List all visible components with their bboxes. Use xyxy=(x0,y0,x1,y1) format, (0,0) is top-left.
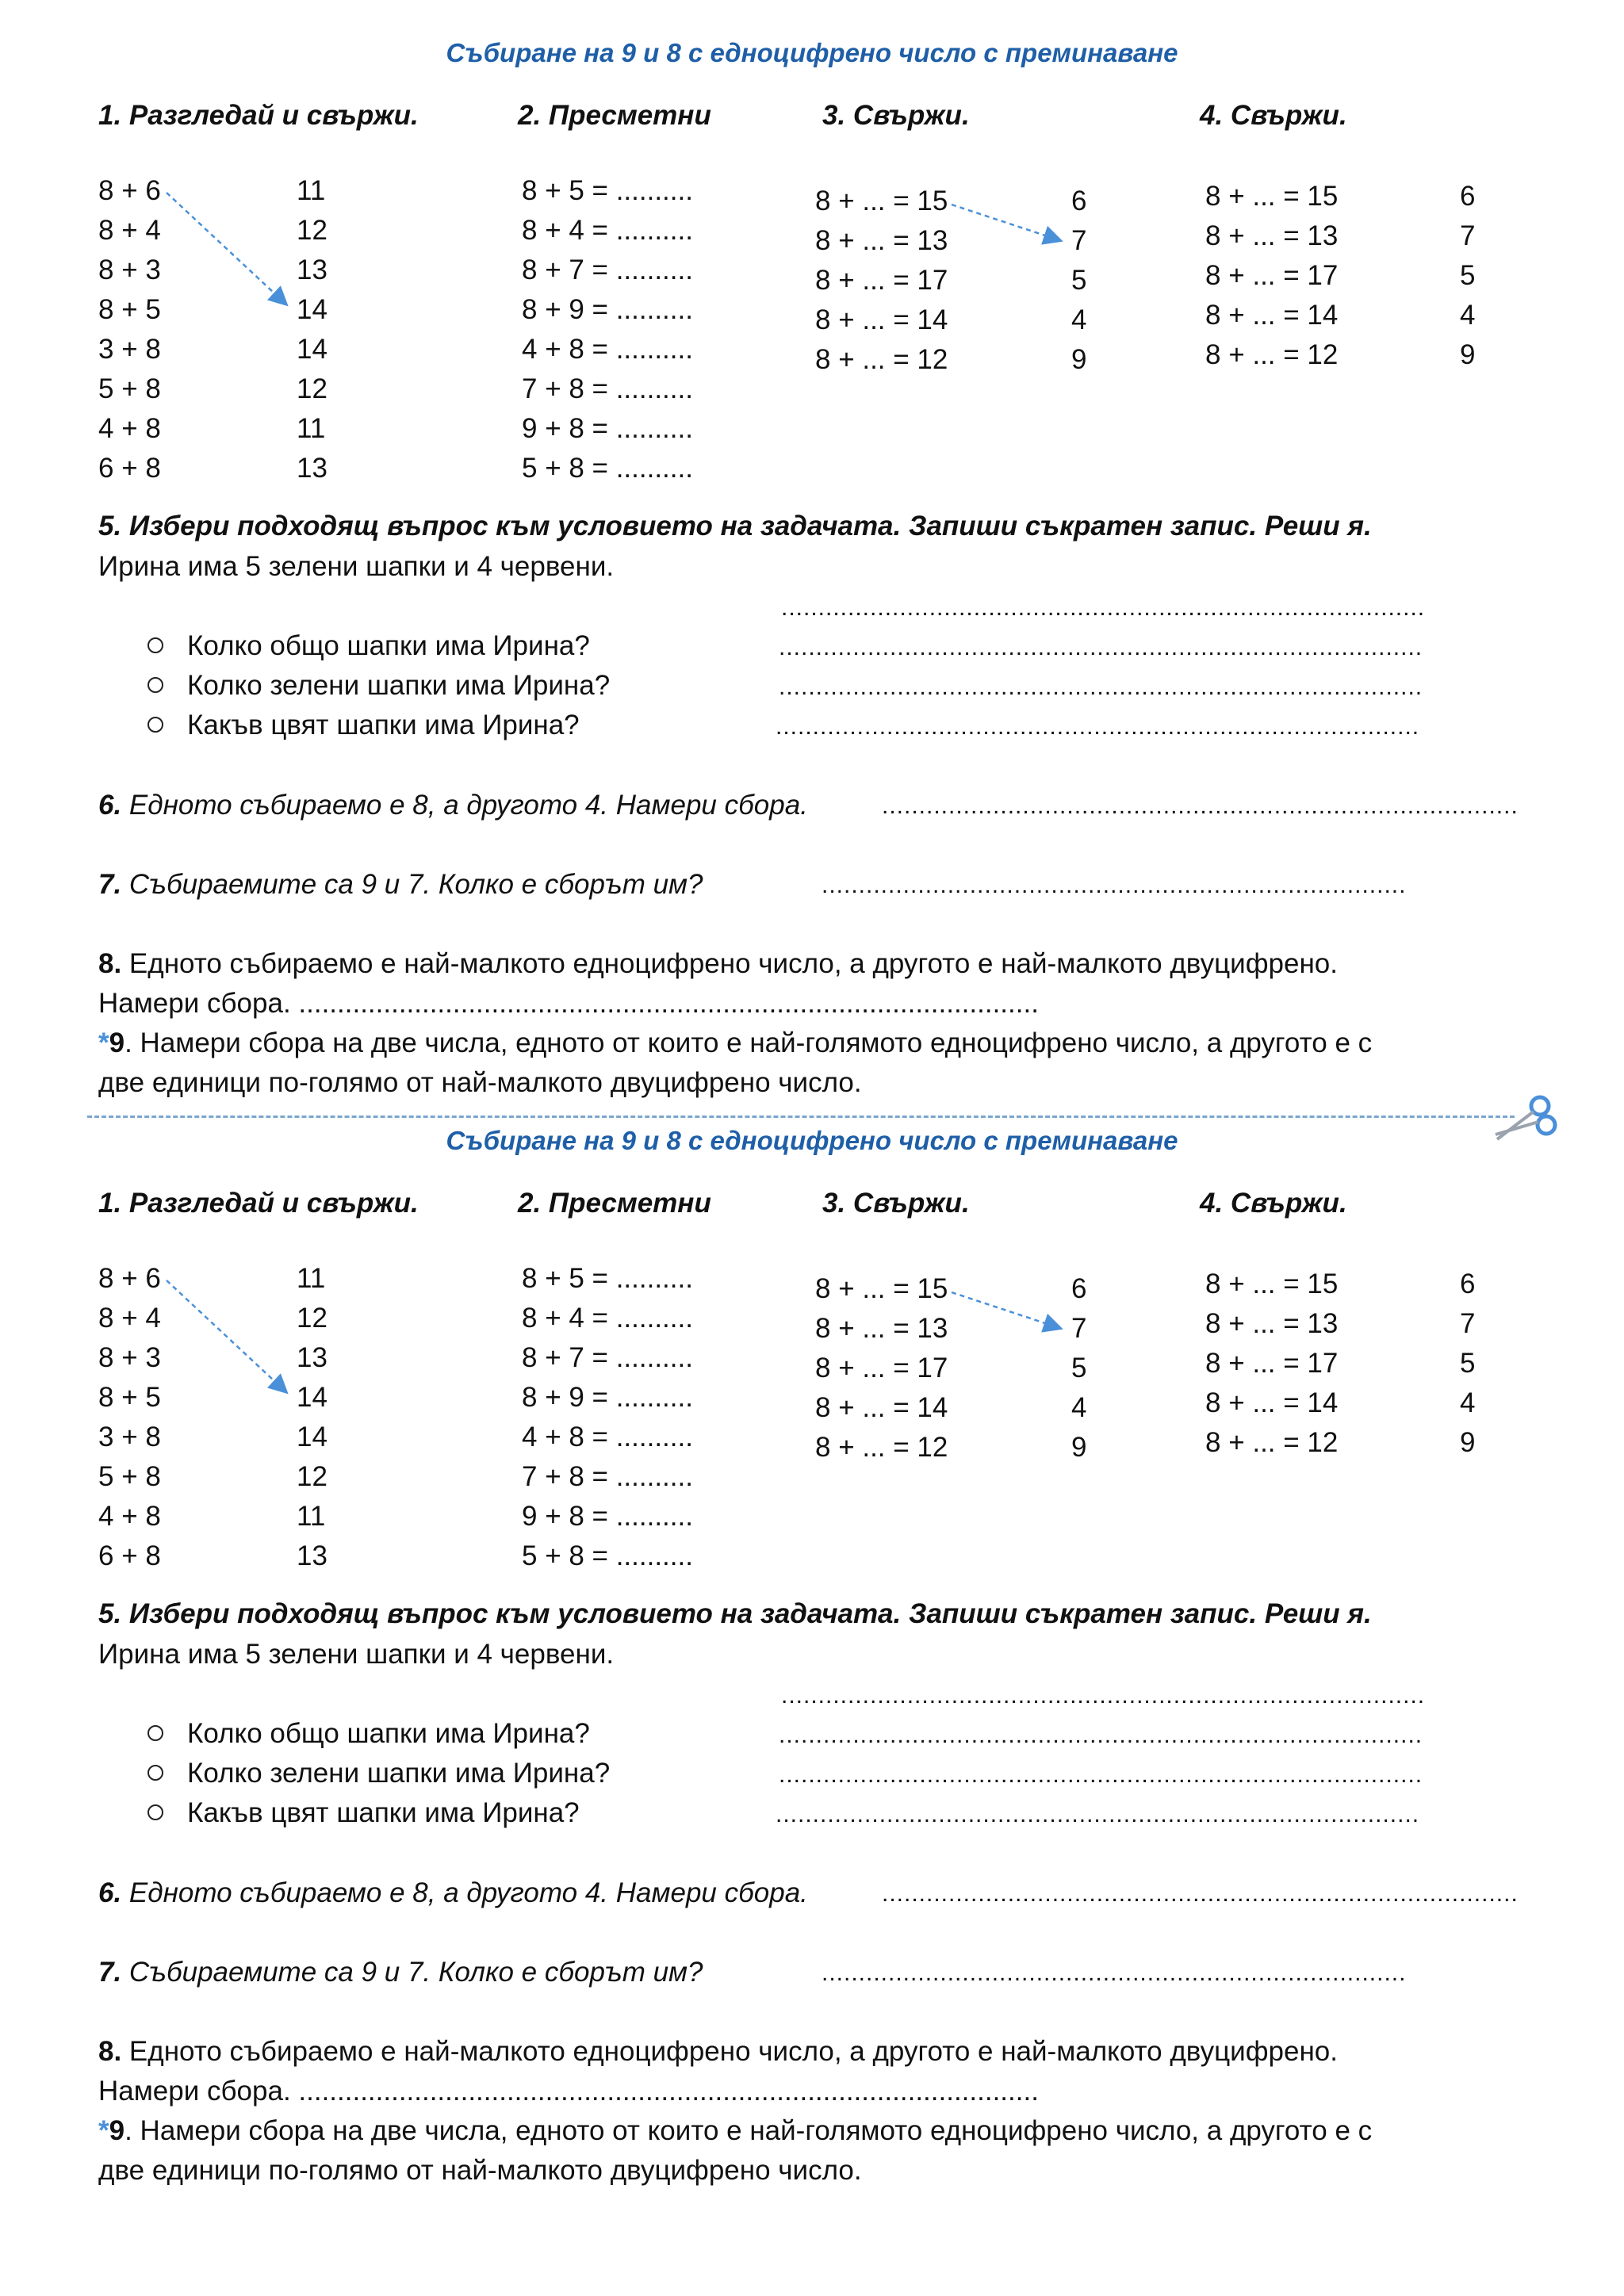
task3-right-item: 5 xyxy=(1071,265,1087,296)
task5-option-label: Какъв цвят шапки има Ирина? xyxy=(187,1797,580,1828)
radio-bullet-icon xyxy=(147,717,163,733)
task5-option xyxy=(147,1758,610,1789)
task7-question: Събираемите са 9 и 7. Колко е сборът им? xyxy=(121,869,703,900)
task2-item: 8 + 9 = .......... xyxy=(522,1382,693,1413)
task4-right-item: 9 xyxy=(1460,339,1476,370)
worksheet-top xyxy=(0,0,1624,1098)
task3-right-item: 6 xyxy=(1071,186,1087,216)
task3-left-item: 8 + ... = 12 xyxy=(815,344,948,375)
task5-heading: 5. Избери подходящ въпрос към условието на задачата. Запиши съкратен запис. Реши я. xyxy=(98,511,1372,541)
answer-line: ............................................................................... xyxy=(822,872,1407,898)
task3-left-item: 8 + ... = 14 xyxy=(815,304,948,335)
task2-item: 7 + 8 = .......... xyxy=(522,373,693,404)
answer-line: ....................................................................................... xyxy=(779,634,1423,660)
task5-option-label: Колко общо шапки има Ирина? xyxy=(187,1718,590,1749)
task7-number: 7. xyxy=(98,869,122,900)
task6-question: Едното събираемо е 8, а другото 4. Намери сбора. xyxy=(121,1877,808,1908)
task5-option xyxy=(147,670,610,702)
task2-heading: 2. Пресметни xyxy=(518,1188,711,1219)
task8-question: Едното събираемо е най-малкото едноцифрено число, а другото е най-малкото двуцифрено. xyxy=(121,948,1338,979)
task6-text xyxy=(98,790,808,821)
task5-option-label: Колко зелени шапки има Ирина? xyxy=(187,670,611,701)
worksheet-bottom xyxy=(0,1088,1624,2186)
task4-left-item: 8 + ... = 17 xyxy=(1205,260,1339,291)
answer-line: ....................................................................................... xyxy=(781,1682,1426,1709)
task1-left-item: 4 + 8 xyxy=(98,1501,161,1532)
task2-item: 8 + 5 = .......... xyxy=(522,175,693,206)
task5-option-label: Колко общо шапки има Ирина? xyxy=(187,630,590,661)
task1-right-item: 12 xyxy=(297,1303,327,1334)
task6-number: 6. xyxy=(98,790,122,821)
task1-left-item: 6 + 8 xyxy=(98,453,161,484)
task2-item: 4 + 8 = .......... xyxy=(522,1422,693,1452)
task5-option xyxy=(147,630,590,662)
task6-text xyxy=(98,1877,808,1909)
task2-item: 8 + 9 = .......... xyxy=(522,294,693,325)
task3-left-item: 8 + ... = 17 xyxy=(815,1353,948,1383)
task5-condition: Ирина има 5 зелени шапки и 4 червени. xyxy=(98,1639,615,1670)
task9-question: . Намери сбора на две числа, едното от които е най-голямото едноцифрено число, а другото е с xyxy=(124,1027,1373,1058)
task1-left-item: 8 + 3 xyxy=(98,254,161,285)
task8-text xyxy=(98,948,1338,980)
task4-right-item: 5 xyxy=(1460,260,1476,291)
task1-left-item: 6 + 8 xyxy=(98,1540,161,1571)
answer-line: ....................................................................................... xyxy=(781,595,1426,621)
worksheet-title: Събиране на 9 и 8 с едноцифрено число с преминаване xyxy=(446,1126,1178,1155)
task2-heading: 2. Пресметни xyxy=(518,100,711,131)
task7-question: Събираемите са 9 и 7. Колко е сборът им? xyxy=(121,1957,703,1988)
task1-heading: 1. Разгледай и свържи. xyxy=(98,100,419,131)
radio-bullet-icon xyxy=(147,1804,163,1820)
task4-right-item: 4 xyxy=(1460,1387,1476,1418)
task3-left-item: 8 + ... = 15 xyxy=(815,186,948,216)
task3-heading: 3. Свържи. xyxy=(822,100,970,131)
task3-heading: 3. Свържи. xyxy=(822,1188,970,1219)
task5-heading: 5. Избери подходящ въпрос към условието на задачата. Запиши съкратен запис. Реши я. xyxy=(98,1598,1372,1629)
answer-line: ....................................................................................... xyxy=(779,1762,1423,1788)
task3-right-item: 7 xyxy=(1071,1313,1087,1344)
task3-example-arrow xyxy=(952,1292,1059,1328)
task3-example-arrow xyxy=(952,205,1059,240)
task9-number: 9 xyxy=(109,2115,125,2146)
task1-right-item: 13 xyxy=(297,1342,327,1373)
task3-right-item: 4 xyxy=(1071,304,1087,335)
task9-question: . Намери сбора на две числа, едното от които е най-голямото едноцифрено число, а другото е с xyxy=(124,2115,1373,2146)
radio-bullet-icon xyxy=(147,677,163,693)
example-arrows xyxy=(0,1088,1624,2175)
task2-item: 4 + 8 = .......... xyxy=(522,334,693,365)
task3-right-item: 6 xyxy=(1071,1273,1087,1304)
task5-condition: Ирина има 5 зелени шапки и 4 червени. xyxy=(98,551,615,582)
task4-right-item: 6 xyxy=(1460,181,1476,212)
task1-left-item: 3 + 8 xyxy=(98,334,161,365)
task9-star: * xyxy=(98,1027,109,1058)
task9-text xyxy=(98,2115,1372,2147)
task3-left-item: 8 + ... = 14 xyxy=(815,1392,948,1423)
task3-left-item: 8 + ... = 17 xyxy=(815,265,948,296)
task7-text xyxy=(98,869,703,901)
task1-heading: 1. Разгледай и свържи. xyxy=(98,1188,419,1219)
task1-right-item: 13 xyxy=(297,254,327,285)
task1-right-item: 11 xyxy=(297,1501,326,1532)
task1-right-item: 11 xyxy=(297,1263,326,1294)
task1-left-item: 5 + 8 xyxy=(98,1461,161,1492)
radio-bullet-icon xyxy=(147,637,163,653)
task1-right-item: 12 xyxy=(297,1461,327,1492)
task1-left-item: 5 + 8 xyxy=(98,373,161,404)
task4-left-item: 8 + ... = 12 xyxy=(1205,339,1339,370)
task5-option-label: Какъв цвят шапки има Ирина? xyxy=(187,710,580,740)
task9-text xyxy=(98,1027,1372,1059)
answer-line: ...................................................................................... xyxy=(882,1881,1519,1907)
task3-left-item: 8 + ... = 15 xyxy=(815,1273,948,1304)
example-arrows xyxy=(0,0,1624,1088)
worksheet-title: Събиране на 9 и 8 с едноцифрено число с преминаване xyxy=(446,38,1178,67)
task8-text xyxy=(98,2036,1338,2068)
task1-example-arrow xyxy=(167,1280,285,1391)
task9-star: * xyxy=(98,2115,109,2146)
task3-right-item: 9 xyxy=(1071,1432,1087,1463)
task2-item: 8 + 4 = .......... xyxy=(522,215,693,246)
task3-left-item: 8 + ... = 13 xyxy=(815,225,948,256)
task4-right-item: 4 xyxy=(1460,300,1476,331)
task2-item: 8 + 4 = .......... xyxy=(522,1303,693,1334)
task5-option xyxy=(147,710,580,741)
answer-line: ............................................................................... xyxy=(822,1960,1407,1986)
task4-right-item: 7 xyxy=(1460,220,1476,251)
task1-right-item: 14 xyxy=(297,294,327,325)
task1-left-item: 8 + 4 xyxy=(98,215,161,246)
task1-left-item: 8 + 5 xyxy=(98,1382,161,1413)
task9-number: 9 xyxy=(109,1027,125,1058)
task4-right-item: 7 xyxy=(1460,1308,1476,1339)
task3-right-item: 9 xyxy=(1071,344,1087,375)
task9-text-continued: две единици по-голямо от най-малкото двуцифрено число. xyxy=(98,1067,862,1098)
task8-answer: Намери сбора. ................................................................................................ xyxy=(98,2076,1039,2107)
answer-line: ....................................................................................... xyxy=(779,674,1423,700)
task3-right-item: 7 xyxy=(1071,225,1087,256)
task3-right-item: 5 xyxy=(1071,1353,1087,1383)
task8-number: 8. xyxy=(98,2036,122,2067)
task2-item: 9 + 8 = .......... xyxy=(522,1501,693,1532)
task2-item: 8 + 5 = .......... xyxy=(522,1263,693,1294)
task7-number: 7. xyxy=(98,1957,122,1988)
task4-left-item: 8 + ... = 13 xyxy=(1205,1308,1339,1339)
task4-left-item: 8 + ... = 15 xyxy=(1205,181,1339,212)
task1-left-item: 8 + 4 xyxy=(98,1303,161,1334)
task1-right-item: 12 xyxy=(297,373,327,404)
task2-item: 5 + 8 = .......... xyxy=(522,453,693,484)
task1-right-item: 13 xyxy=(297,453,327,484)
answer-line: ...................................................................................... xyxy=(882,793,1519,819)
task8-number: 8. xyxy=(98,948,122,979)
task6-question: Едното събираемо е 8, а другото 4. Намери сбора. xyxy=(121,790,808,821)
task1-right-item: 14 xyxy=(297,1382,327,1413)
task5-option xyxy=(147,1797,580,1829)
task4-left-item: 8 + ... = 15 xyxy=(1205,1269,1339,1299)
task7-text xyxy=(98,1957,703,1988)
task1-left-item: 4 + 8 xyxy=(98,413,161,444)
task2-item: 9 + 8 = .......... xyxy=(522,413,693,444)
task1-left-item: 8 + 5 xyxy=(98,294,161,325)
task8-question: Едното събираемо е най-малкото едноцифрено число, а другото е най-малкото двуцифрено. xyxy=(121,2036,1338,2067)
task4-left-item: 8 + ... = 12 xyxy=(1205,1427,1339,1458)
task4-left-item: 8 + ... = 14 xyxy=(1205,300,1339,331)
task4-heading: 4. Свържи. xyxy=(1200,100,1347,131)
task4-left-item: 8 + ... = 13 xyxy=(1205,220,1339,251)
task4-right-item: 9 xyxy=(1460,1427,1476,1458)
task1-right-item: 14 xyxy=(297,334,327,365)
task1-left-item: 3 + 8 xyxy=(98,1422,161,1452)
task3-left-item: 8 + ... = 13 xyxy=(815,1313,948,1344)
task8-answer: Намери сбора. ................................................................................................ xyxy=(98,988,1039,1019)
task9-text-continued: две единици по-голямо от най-малкото двуцифрено число. xyxy=(98,2155,862,2186)
task1-left-item: 8 + 6 xyxy=(98,175,161,206)
task4-right-item: 5 xyxy=(1460,1348,1476,1379)
task5-option-label: Колко зелени шапки има Ирина? xyxy=(187,1758,611,1789)
radio-bullet-icon xyxy=(147,1765,163,1781)
answer-line: ....................................................................................... xyxy=(776,714,1420,740)
radio-bullet-icon xyxy=(147,1725,163,1741)
task1-example-arrow xyxy=(167,193,285,304)
task5-option xyxy=(147,1718,590,1750)
task1-left-item: 8 + 3 xyxy=(98,1342,161,1373)
task2-item: 8 + 7 = .......... xyxy=(522,254,693,285)
task1-right-item: 14 xyxy=(297,1422,327,1452)
task1-left-item: 8 + 6 xyxy=(98,1263,161,1294)
task2-item: 8 + 7 = .......... xyxy=(522,1342,693,1373)
task3-right-item: 4 xyxy=(1071,1392,1087,1423)
task6-number: 6. xyxy=(98,1877,122,1908)
task1-right-item: 13 xyxy=(297,1540,327,1571)
task3-left-item: 8 + ... = 12 xyxy=(815,1432,948,1463)
task2-item: 7 + 8 = .......... xyxy=(522,1461,693,1492)
task4-right-item: 6 xyxy=(1460,1269,1476,1299)
task1-right-item: 11 xyxy=(297,413,326,444)
answer-line: ....................................................................................... xyxy=(779,1722,1423,1748)
answer-line: ....................................................................................... xyxy=(776,1801,1420,1827)
task4-heading: 4. Свържи. xyxy=(1200,1188,1347,1219)
task2-item: 5 + 8 = .......... xyxy=(522,1540,693,1571)
task4-left-item: 8 + ... = 14 xyxy=(1205,1387,1339,1418)
task1-right-item: 12 xyxy=(297,215,327,246)
task4-left-item: 8 + ... = 17 xyxy=(1205,1348,1339,1379)
task1-right-item: 11 xyxy=(297,175,326,206)
